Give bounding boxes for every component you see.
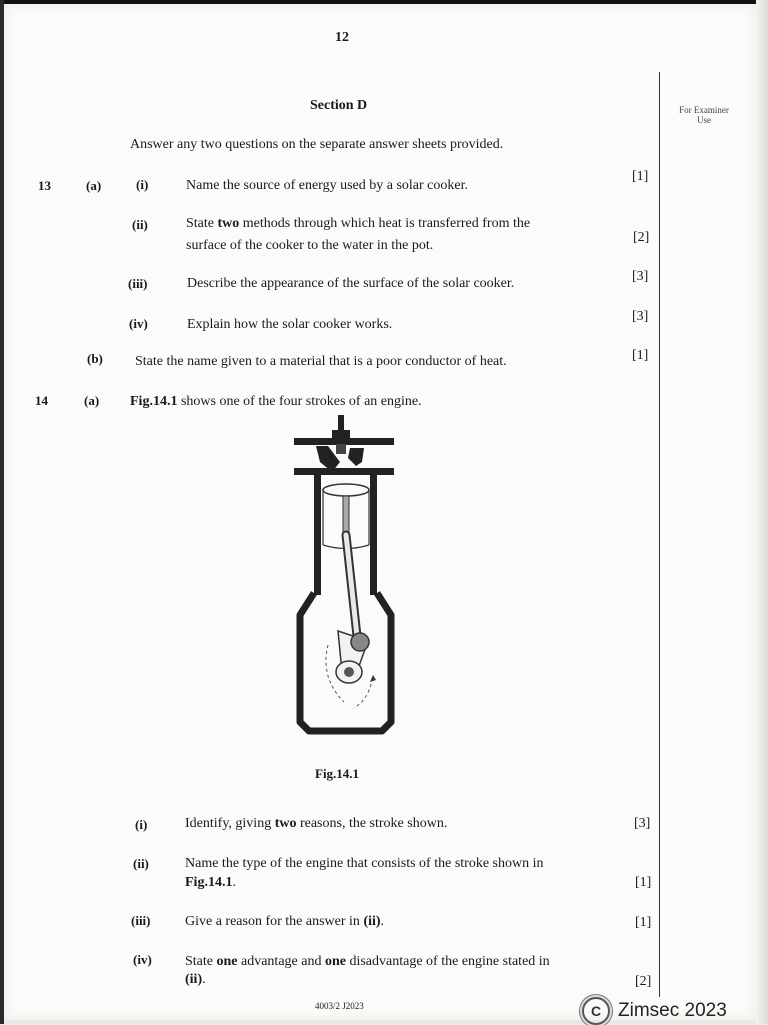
q14-number: 14	[35, 393, 48, 408]
q13aiii-text: Describe the appearance of the surface of the solar cooker.	[187, 276, 515, 291]
section-title: Section D	[310, 98, 368, 113]
q13b-label: (b)	[87, 351, 103, 366]
q14aiii-mark: [1]	[635, 915, 652, 930]
q13aii-label: (ii)	[132, 217, 148, 232]
q13b-mark: [1]	[632, 348, 649, 363]
q13aii-mark: [2]	[633, 230, 650, 245]
spark-plug	[332, 415, 350, 454]
engine-stroke-diagram	[290, 410, 400, 738]
copyright-icon: C	[582, 997, 610, 1025]
q14aiv-text-line2: (ii).	[185, 972, 206, 987]
paper-code: 4003/2 J2023	[315, 1001, 364, 1011]
q14aiv-text: State one advantage and one disadvantage of the engine stated in	[185, 954, 550, 969]
q13-number: 13	[38, 178, 51, 193]
q14ai-label: (i)	[135, 817, 148, 832]
q13aii-text: State two methods through which heat is transferred from the	[186, 216, 531, 231]
zimsec-watermark	[582, 997, 727, 1025]
q13aiv-text: Explain how the solar cooker works.	[187, 317, 393, 332]
q13aii-text-line2: surface of the cooker to the water in the pot.	[186, 238, 434, 253]
q13a-label: (a)	[86, 178, 102, 193]
q14aiii-text: Give a reason for the answer in (ii).	[185, 914, 385, 929]
q14aii-label: (ii)	[133, 856, 149, 871]
examiner-use-note: For Examiner Use	[679, 105, 729, 125]
q14aii-mark: [1]	[635, 875, 652, 890]
q13ai-mark: [1]	[632, 169, 649, 184]
q14aiv-mark: [2]	[635, 974, 652, 989]
q13aiv-label: (iv)	[129, 316, 148, 331]
exhaust-valve	[348, 448, 364, 466]
page-right-edge	[756, 0, 768, 1024]
figure-caption: Fig.14.1	[315, 766, 360, 781]
q14aii-text: Name the type of the engine that consists of the stroke shown in	[185, 856, 544, 871]
q14aii-text-line2: Fig.14.1.	[185, 875, 236, 890]
connecting-rod	[346, 535, 357, 636]
q13ai-text: Name the source of energy used by a solar cooker.	[186, 178, 468, 193]
q14ai-mark: [3]	[634, 816, 651, 831]
q13aiii-label: (iii)	[128, 276, 148, 291]
exam-page	[4, 4, 756, 1020]
q13b-text: State the name given to a material that is a poor conductor of heat.	[135, 354, 507, 369]
examiner-margin-line	[659, 72, 660, 997]
q14aiii-label: (iii)	[131, 913, 151, 928]
q13ai-label: (i)	[136, 177, 149, 192]
q14a-label: (a)	[84, 393, 100, 408]
q14aiv-label: (iv)	[133, 952, 152, 967]
q14ai-text: Identify, giving two reasons, the stroke shown.	[185, 816, 448, 831]
brand-text: Zimsec 2023	[618, 1000, 727, 1021]
q13aiii-mark: [3]	[632, 269, 649, 284]
instruction-text: Answer any two questions on the separate answer sheets provided.	[130, 137, 504, 152]
page-number: 12	[335, 30, 349, 45]
q14a-intro: Fig.14.1 shows one of the four strokes of an engine.	[130, 394, 422, 409]
q13aiv-mark: [3]	[632, 309, 649, 324]
crankshaft	[326, 631, 376, 708]
